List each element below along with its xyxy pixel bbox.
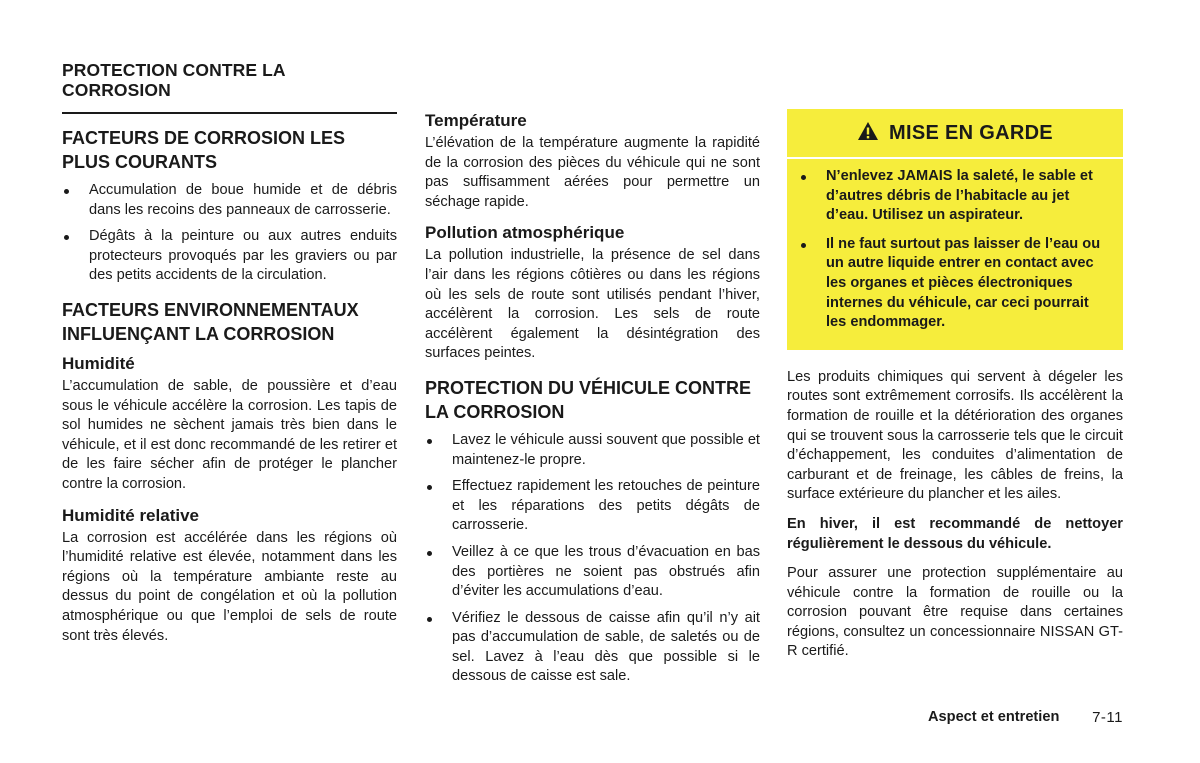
paragraph-extra-protection: Pour assurer une protection supplémentaire au véhicule contre la formation de rouille ou la corrosion pouvant être requise dans certaines régions, consultez un concessionnaire NISSAN GT-R certifié.: [787, 565, 1123, 660]
page-number: 7-11: [1092, 709, 1123, 726]
heading-vehicle-protection: PROTECTION DU VÉHICULE CONTRE LA CORROSION: [425, 377, 752, 422]
warning-item: N’enlevez JAMAIS la saleté, le sable et d’autres débris de l’habitacle au jet d’eau. Utilisez un aspirateur.: [799, 167, 1111, 226]
heading-relative-humidity: Humidité relative: [62, 505, 199, 525]
warning-box: [787, 109, 1123, 350]
list-item: Veillez à ce que les trous d’évacuation en bas des portières ne soient pas obstrués afin d’éviter les accumulations d’eau.: [425, 543, 760, 602]
heading-humidity: Humidité: [62, 353, 135, 373]
warning-title: MISE EN GARDE: [889, 121, 1053, 144]
paragraph-relative-humidity: La corrosion est accélérée dans les régions où l’humidité relative est élevée, notamment dans les régions où la température ambiante reste au dessus du point de congélation et où la pollution atmosphérique ou que l’emploi de sels de route sont très élevés.: [62, 529, 397, 644]
column-right: [787, 109, 1123, 672]
warning-item: Il ne faut surtout pas laisser de l’eau ou un autre liquide entrer en contact avec les organes et pièces électroniques internes du véhicule, car ceci pourrait les endommager.: [799, 235, 1111, 333]
list-item: Dégâts à la peinture ou aux autres enduits protecteurs provoqués par les graviers ou par des petits accidents de la circulation.: [62, 227, 397, 286]
protection-list: [425, 431, 760, 687]
paragraph-pollution: La pollution industrielle, la présence de sel dans l’air dans les régions côtières ou dans les régions où les sels de route sont utilisés pendant l’hiver, accélèrent la corrosion. Les sels de route accélèrent également la désintégration des surfaces peintes.: [425, 247, 760, 362]
paragraph-temperature: L’élévation de la température augmente la rapidité de la corrosion des pièces du véhicule qui ne sont pas suffisamment aérées pour permettre un séchage rapide.: [425, 135, 760, 210]
chapter-title: Aspect et entretien: [928, 709, 1060, 725]
list-item: Lavez le véhicule aussi souvent que possible et maintenez-le propre.: [425, 431, 760, 470]
column-left: [62, 60, 397, 656]
common-factors-list: [62, 181, 397, 286]
heading-common-factors: FACTEURS DE CORROSION LES PLUS COURANTS: [62, 128, 346, 172]
section-title: PROTECTION CONTRE LA CORROSION: [62, 60, 397, 114]
column-middle: [425, 110, 760, 697]
heading-pollution: Pollution atmosphérique: [425, 223, 625, 243]
heading-temperature: Température: [425, 111, 527, 130]
paragraph-humidity: L’accumulation de sable, de poussière et d’eau sous le véhicule accélère la corrosion. Les tapis de sol humides ne sèchent jamais très bien dans le véhicule, et il est donc recommandé de les retirer et de les faire sécher afin de protéger le plancher contre la corrosion.: [62, 377, 397, 492]
warning-header: [787, 109, 1123, 159]
paragraph-winter: En hiver, il est recommandé de nettoyer régulièrement le dessous du véhicule.: [787, 515, 1123, 552]
list-item: Effectuez rapidement les retouches de peinture et les réparations des petits dégâts de carrosserie.: [425, 477, 760, 536]
warning-triangle-icon: [857, 121, 879, 146]
warning-list: [787, 167, 1123, 333]
list-item: Accumulation de boue humide et de débris dans les recoins des panneaux de carrosserie.: [62, 181, 397, 220]
page-footer: [928, 709, 1123, 726]
list-item: Vérifiez le dessous de caisse afin qu’il n’y ait pas d’accumulation de sable, de saletés ou de sel. Lavez à l’eau dès que possible si le dessous de caisse est sale.: [425, 609, 760, 687]
paragraph-chemicals: Les produits chimiques qui servent à dégeler les routes sont extrêmement corrosifs. Ils accélèrent la formation de rouille et la détérioration des organes qui se trouvent sous la carrosserie tels que le circuit d’échappement, les conduites d’alimentation de carburant et de freinage, les câbles de freins, la surface extérieure du plancher et les ailes.: [787, 368, 1123, 503]
heading-environment-factors: FACTEURS ENVIRONNEMENTAUX INFLUENÇANT LA CORROSION: [62, 299, 359, 344]
